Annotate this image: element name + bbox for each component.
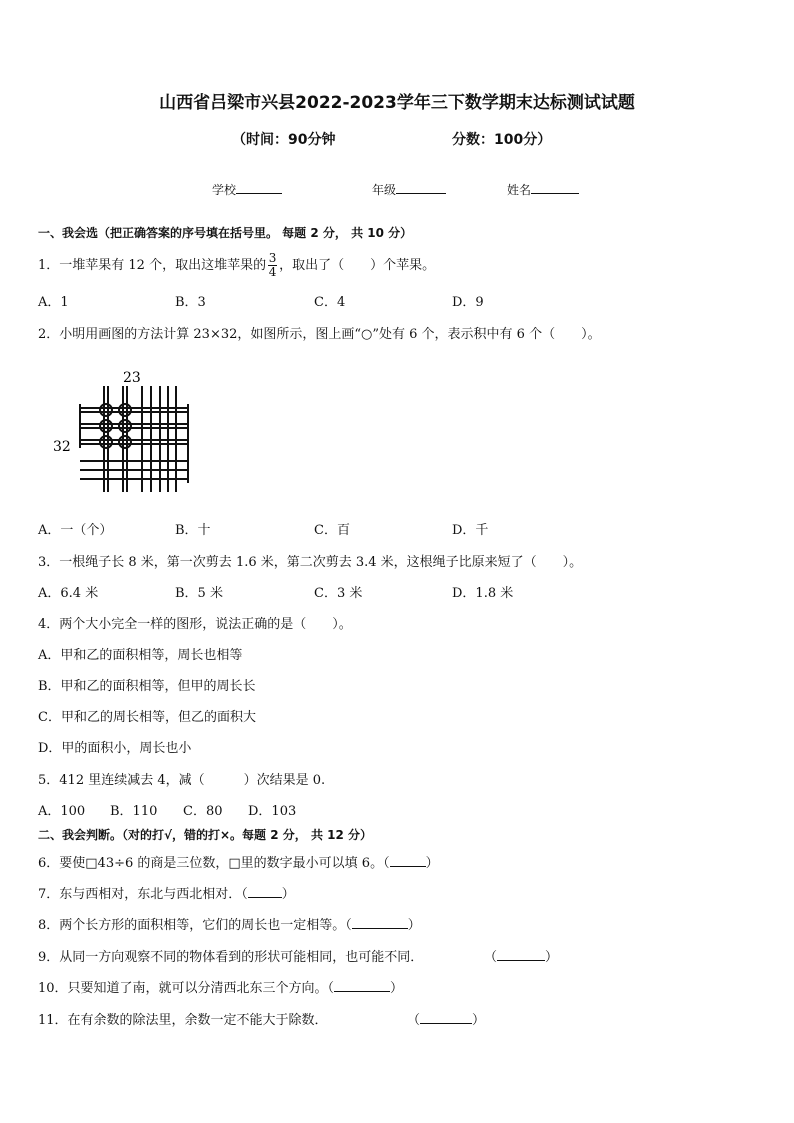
- grade-blank: [396, 181, 446, 194]
- question-3: 3．一根绳子长 8 米，第一次剪去 1.6 米，第二次剪去 3.4 米，这根绳子比原来短了（ ）。: [38, 555, 583, 570]
- q2-option-c: C．百: [314, 523, 350, 538]
- q6-answer-blank[interactable]: [390, 854, 426, 867]
- q4-option-d: D．甲的面积小，周长也小: [38, 741, 192, 756]
- name-label: 姓名: [507, 183, 532, 197]
- page-title: 山西省吕梁市兴县2022-2023学年三下数学期末达标测试试题: [159, 93, 635, 113]
- q5-option-b: B．110: [110, 804, 158, 819]
- score-label: 分数：100分）: [452, 132, 552, 148]
- question-8: [38, 914, 421, 933]
- q1-text-pre: 1．一堆苹果有 12 个，取出这堆苹果的: [38, 258, 267, 273]
- q5-option-a: A．100: [38, 804, 86, 819]
- q6-paren-close: ）: [425, 856, 439, 871]
- question-2: 2．小明用画图的方法计算 23×32，如图所示，图上画“○”处有 6 个，表示积中有 6 个（ ）。: [38, 327, 601, 342]
- q1-option-d: D．9: [452, 295, 484, 310]
- q2-option-a: A．一（个）: [38, 523, 113, 538]
- q2-option-b: B．十: [175, 523, 211, 538]
- q1-text-post: ，取出了（ ）个苹果。: [279, 258, 436, 273]
- q1-option-c: C．4: [314, 295, 346, 310]
- q1-option-b: B．3: [175, 295, 206, 310]
- q4-option-c: C．甲和乙的周长相等，但乙的面积大: [38, 710, 256, 725]
- grid-lines: [80, 386, 188, 492]
- figure-top-label: 23: [123, 370, 141, 386]
- q9-paren-open: （: [484, 950, 498, 965]
- q11-paren-close: ）: [472, 1013, 486, 1028]
- name-blank: [531, 181, 579, 194]
- q4-option-b: B．甲和乙的面积相等，但甲的周长长: [38, 679, 256, 694]
- q7-answer-blank[interactable]: [248, 885, 282, 898]
- q10-answer-blank[interactable]: [334, 979, 390, 992]
- q10-paren-close: ）: [390, 981, 404, 996]
- q3-option-d: D．1.8 米: [452, 586, 514, 601]
- question-4: 4．两个大小完全一样的图形，说法正确的是（ ）。: [38, 617, 352, 632]
- q9-answer-blank[interactable]: [497, 948, 545, 961]
- time-label: （时间：90分钟: [232, 132, 336, 148]
- section-2-heading: 二、我会判断。（对的打√，错的打×。每题 2 分， 共 12 分）: [38, 828, 372, 842]
- q7-paren-close: ）: [281, 887, 295, 902]
- q4-option-a: A．甲和乙的面积相等，周长也相等: [38, 648, 243, 663]
- q11-answer-blank[interactable]: [420, 1011, 472, 1024]
- q8-paren-close: ）: [407, 918, 421, 933]
- question-9: [38, 946, 423, 965]
- q11-text: 11．在有余数的除法里，余数一定不能大于除数．: [38, 1013, 328, 1028]
- q11-paren-open: （: [407, 1013, 421, 1028]
- figure-left-label: 32: [53, 439, 71, 455]
- question-1: [38, 252, 435, 279]
- question-7: [38, 883, 295, 902]
- q3-option-c: C．3 米: [314, 586, 363, 601]
- q9-answer: [484, 946, 558, 965]
- question-5: 5．412 里连续减去 4，减（ ）次结果是 0.: [38, 773, 326, 788]
- q5-option-d: D．103: [248, 804, 297, 819]
- school-label: 学校: [212, 183, 237, 197]
- question-11: [38, 1009, 328, 1028]
- q10-text: 10．只要知道了南，就可以分清西北东三个方向。（: [38, 981, 335, 996]
- q7-text: 7．东与西相对，东北与西北相对．（: [38, 887, 248, 902]
- q11-answer: [407, 1009, 485, 1028]
- multiplication-grid-figure: [50, 364, 200, 500]
- grade-field: [372, 181, 446, 198]
- q1-option-a: A．1: [38, 295, 69, 310]
- q5-option-c: C．80: [183, 804, 223, 819]
- q6-text: 6．要使□43÷6 的商是三位数，□里的数字最小可以填 6。（: [38, 856, 390, 871]
- grade-label: 年级: [372, 183, 397, 197]
- q3-option-b: B．5 米: [175, 586, 223, 601]
- q9-paren-close: ）: [545, 950, 559, 965]
- school-field: [212, 181, 282, 198]
- q8-answer-blank[interactable]: [352, 916, 408, 929]
- question-10: [38, 977, 403, 996]
- school-blank: [236, 181, 282, 194]
- q9-text: 9．从同一方向观察不同的物体看到的形状可能相同，也可能不同．: [38, 950, 424, 965]
- fraction-numerator: 3: [268, 251, 277, 265]
- question-6: [38, 852, 439, 871]
- section-1-heading: 一、我会选（把正确答案的序号填在括号里。 每题 2 分， 共 10 分）: [38, 226, 413, 240]
- q8-text: 8．两个长方形的面积相等，它们的周长也一定相等。（: [38, 918, 352, 933]
- fraction: [268, 252, 277, 279]
- name-field: [507, 181, 579, 198]
- q2-option-d: D．千: [452, 523, 489, 538]
- fraction-denominator: 4: [268, 265, 277, 279]
- q3-option-a: A．6.4 米: [38, 586, 99, 601]
